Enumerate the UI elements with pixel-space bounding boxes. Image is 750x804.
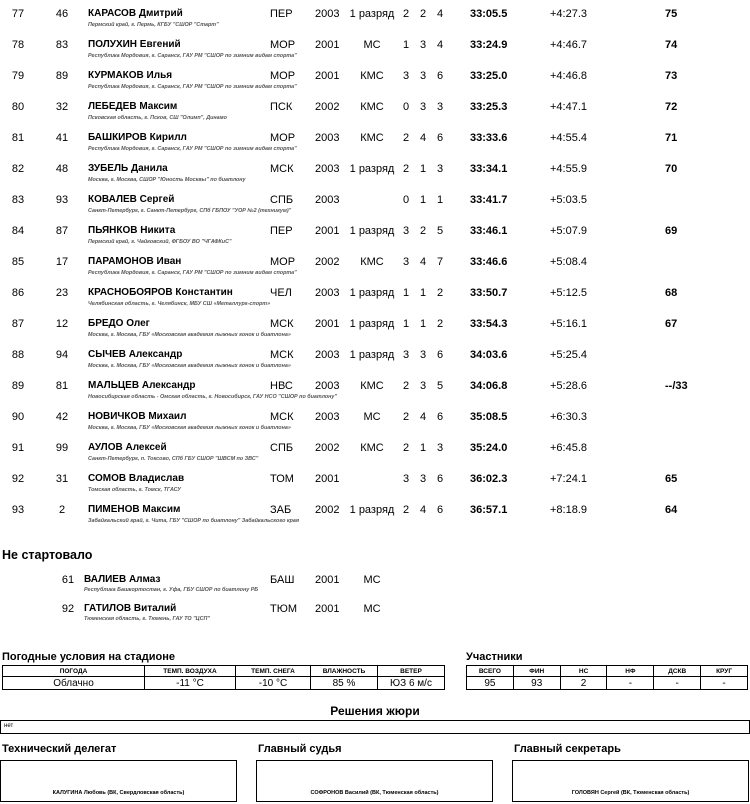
result-shooting-total: 2 <box>436 287 444 299</box>
result-team: Москва, г. Москва, ГБУ «Московская академия лыжных гонок и биатлона» <box>88 363 291 369</box>
result-rank: 1 разряд <box>349 163 395 175</box>
chief-secretary-label: Главный секретарь <box>514 743 621 755</box>
result-behind: +5:03.5 <box>550 194 588 206</box>
dns-list <box>0 566 750 624</box>
result-shooting-total: 2 <box>436 318 444 330</box>
result-points: 73 <box>665 70 678 82</box>
jury-text: нет <box>4 723 14 729</box>
participants-value-dsq: - <box>654 677 701 690</box>
result-behind: +5:12.5 <box>550 287 588 299</box>
dns-year: 2001 <box>315 603 340 615</box>
result-region: ПЕР <box>270 8 293 20</box>
result-row <box>0 62 750 93</box>
result-region: МОР <box>270 132 296 144</box>
result-region: МОР <box>270 70 296 82</box>
result-region: ПСК <box>270 101 293 113</box>
result-team: Москва, г. Москва, СШОР "Юность Москвы" по биатлону <box>88 177 246 183</box>
result-row <box>0 31 750 62</box>
result-bib: 46 <box>55 8 69 20</box>
result-year: 2003 <box>315 411 340 423</box>
result-shooting-total: 7 <box>436 256 444 268</box>
tech-delegate-box <box>0 760 237 802</box>
weather-header-air-temp: ТЕМП. ВОЗДУХА <box>145 666 236 677</box>
result-place: 90 <box>11 411 25 423</box>
result-rank: 1 разряд <box>349 287 395 299</box>
result-shooting-2: 1 <box>419 287 427 299</box>
dns-team: Тюменская область, г. Тюмень, ГАУ ТО "ЦСП" <box>84 616 210 622</box>
result-place: 88 <box>11 349 25 361</box>
result-row <box>0 0 750 31</box>
weather-table <box>2 665 445 690</box>
result-shooting-2: 2 <box>419 8 427 20</box>
result-shooting-total: 4 <box>436 39 444 51</box>
result-shooting-total: 3 <box>436 163 444 175</box>
result-behind: +6:30.3 <box>550 411 588 423</box>
result-place: 87 <box>11 318 25 330</box>
jury-box <box>0 720 750 734</box>
result-region: МСК <box>270 318 294 330</box>
result-name: ПИМЕНОВ Максим <box>88 504 181 515</box>
result-region: СПБ <box>270 442 294 454</box>
chief-secretary-box <box>512 760 749 802</box>
result-team: Санкт-Петербург, г. Санкт-Петербург, СПб ГБПОУ "УОР №2 (техникум)" <box>88 208 292 214</box>
chief-secretary-name: ГОЛОВЯН Сергей (ВК, Тюменская область) <box>571 790 690 796</box>
result-place: 92 <box>11 473 25 485</box>
weather-header-humidity: ВЛАЖНОСТЬ <box>311 666 378 677</box>
result-team: Республика Мордовия, г. Саранск, ГАУ РМ "СШОР по зимним видам спорта" <box>88 84 297 90</box>
result-year: 2001 <box>315 225 340 237</box>
result-bib: 12 <box>55 318 69 330</box>
result-bib: 17 <box>55 256 69 268</box>
result-points: 74 <box>665 39 678 51</box>
weather-title: Погодные условия на стадионе <box>2 651 176 663</box>
result-team: Пермский край, г. Чайковский, ФГБОУ ВО "ЧГАФКиС" <box>88 239 232 245</box>
participants-header-total: ВСЕГО <box>467 666 514 677</box>
result-bib: 93 <box>55 194 69 206</box>
result-name: ПОЛУХИН Евгений <box>88 39 181 50</box>
result-name: БАШКИРОВ Кирилл <box>88 132 187 143</box>
result-name: ЛЕБЕДЕВ Максим <box>88 101 178 112</box>
result-behind: +8:18.9 <box>550 504 588 516</box>
result-time: 36:02.3 <box>470 473 508 485</box>
result-points: 75 <box>665 8 678 20</box>
dns-bib: 92 <box>61 603 75 615</box>
result-shooting-2: 1 <box>419 163 427 175</box>
result-place: 78 <box>11 39 25 51</box>
result-shooting-2: 4 <box>419 504 427 516</box>
participants-header-dns: НС <box>560 666 607 677</box>
result-rank: КМС <box>360 256 384 268</box>
result-year: 2003 <box>315 287 340 299</box>
result-place: 85 <box>11 256 25 268</box>
result-name: ЗУБЕЛЬ Данила <box>88 163 168 174</box>
result-rank: 1 разряд <box>349 225 395 237</box>
jury-title: Решения жюри <box>330 704 420 718</box>
result-shooting-2: 3 <box>419 70 427 82</box>
result-year: 2003 <box>315 349 340 361</box>
result-points: 64 <box>665 504 678 516</box>
result-row <box>0 248 750 279</box>
result-time: 33:05.5 <box>470 8 508 20</box>
result-points: 67 <box>665 318 678 330</box>
result-shooting-1: 2 <box>402 163 410 175</box>
result-behind: +4:27.3 <box>550 8 588 20</box>
participants-header-lapped: КРУГ <box>701 666 748 677</box>
result-row <box>0 372 750 403</box>
result-rank: КМС <box>360 132 384 144</box>
result-name: КАРАСОВ Дмитрий <box>88 8 183 19</box>
result-shooting-1: 2 <box>402 504 410 516</box>
result-year: 2003 <box>315 132 340 144</box>
dns-rank: МС <box>363 574 381 586</box>
result-shooting-1: 1 <box>402 39 410 51</box>
result-time: 34:06.8 <box>470 380 508 392</box>
result-name: КУРМАКОВ Илья <box>88 70 173 81</box>
weather-value-snow-temp: -10 °C <box>236 677 311 690</box>
result-row <box>0 217 750 248</box>
result-place: 89 <box>11 380 25 392</box>
result-shooting-1: 3 <box>402 349 410 361</box>
result-shooting-1: 2 <box>402 132 410 144</box>
result-name: БРЕДО Олег <box>88 318 150 329</box>
result-time: 33:33.6 <box>470 132 508 144</box>
result-rank: 1 разряд <box>349 349 395 361</box>
result-shooting-total: 6 <box>436 70 444 82</box>
result-rank: КМС <box>360 442 384 454</box>
result-shooting-2: 1 <box>419 194 427 206</box>
result-rank: КМС <box>360 380 384 392</box>
weather-value-air-temp: -11 °C <box>145 677 236 690</box>
weather-value-wind: ЮЗ 6 м/с <box>378 677 445 690</box>
result-shooting-1: 0 <box>402 101 410 113</box>
participants-title: Участники <box>466 651 523 663</box>
dns-name: ГАТИЛОВ Виталий <box>84 603 177 614</box>
result-region: МОР <box>270 39 296 51</box>
result-row <box>0 341 750 372</box>
result-row <box>0 155 750 186</box>
result-place: 79 <box>11 70 25 82</box>
result-shooting-1: 1 <box>402 318 410 330</box>
result-shooting-total: 6 <box>436 132 444 144</box>
result-time: 33:24.9 <box>470 39 508 51</box>
result-shooting-total: 3 <box>436 442 444 454</box>
result-place: 86 <box>11 287 25 299</box>
result-region: НВС <box>270 380 293 392</box>
result-year: 2002 <box>315 504 340 516</box>
result-year: 2003 <box>315 8 340 20</box>
result-bib: 32 <box>55 101 69 113</box>
result-shooting-2: 3 <box>419 101 427 113</box>
participants-header-dsq: ДСКВ <box>654 666 701 677</box>
result-points: 70 <box>665 163 678 175</box>
result-time: 33:54.3 <box>470 318 508 330</box>
result-name: МАЛЬЦЕВ Александр <box>88 380 196 391</box>
result-shooting-2: 2 <box>419 225 427 237</box>
result-bib: 94 <box>55 349 69 361</box>
result-name: СОМОВ Владислав <box>88 473 185 484</box>
result-shooting-2: 4 <box>419 256 427 268</box>
dns-title: Не стартовало <box>2 548 93 562</box>
result-bib: 48 <box>55 163 69 175</box>
result-points: 71 <box>665 132 678 144</box>
result-place: 77 <box>11 8 25 20</box>
result-region: ТОМ <box>270 473 294 485</box>
chief-judge-name: СОФРОНОВ Василий (ВК, Тюменская область) <box>310 790 439 796</box>
result-region: МСК <box>270 411 294 423</box>
result-shooting-total: 6 <box>436 411 444 423</box>
result-place: 82 <box>11 163 25 175</box>
result-points: 65 <box>665 473 678 485</box>
result-time: 33:34.1 <box>470 163 508 175</box>
participants-header-finished: ФИН <box>513 666 560 677</box>
result-name: СЫЧЕВ Александр <box>88 349 183 360</box>
result-region: МОР <box>270 256 296 268</box>
result-bib: 81 <box>55 380 69 392</box>
result-shooting-total: 6 <box>436 473 444 485</box>
result-time: 33:25.3 <box>470 101 508 113</box>
result-name: КОВАЛЕВ Сергей <box>88 194 175 205</box>
result-time: 33:46.6 <box>470 256 508 268</box>
result-row <box>0 279 750 310</box>
result-rank: 1 разряд <box>349 8 395 20</box>
result-behind: +5:28.6 <box>550 380 588 392</box>
result-year: 2002 <box>315 442 340 454</box>
result-shooting-1: 3 <box>402 70 410 82</box>
result-behind: +4:55.4 <box>550 132 588 144</box>
result-bib: 2 <box>58 504 66 516</box>
result-time: 35:08.5 <box>470 411 508 423</box>
result-region: МСК <box>270 163 294 175</box>
weather-header-snow-temp: ТЕМП. СНЕГА <box>236 666 311 677</box>
dns-name: ВАЛИЕВ Алмаз <box>84 574 161 585</box>
result-points: 68 <box>665 287 678 299</box>
result-region: ЗАБ <box>270 504 292 516</box>
result-behind: +7:24.1 <box>550 473 588 485</box>
result-place: 91 <box>11 442 25 454</box>
result-behind: +4:47.1 <box>550 101 588 113</box>
weather-value-weather: Облачно <box>3 677 145 690</box>
result-rank: МС <box>363 411 381 423</box>
tech-delegate-label: Технический делегат <box>2 743 117 755</box>
result-behind: +4:46.7 <box>550 39 588 51</box>
result-shooting-total: 5 <box>436 380 444 392</box>
dns-row <box>0 595 750 624</box>
result-bib: 23 <box>55 287 69 299</box>
tech-delegate-name: КАЛУГИНА Любовь (ВК, Свердловская область) <box>52 790 185 796</box>
participants-value-dns: 2 <box>560 677 607 690</box>
result-shooting-2: 3 <box>419 349 427 361</box>
result-place: 83 <box>11 194 25 206</box>
dns-region: БАШ <box>270 574 295 586</box>
result-shooting-1: 2 <box>402 442 410 454</box>
participants-header-dnf: НФ <box>607 666 654 677</box>
result-behind: +6:45.8 <box>550 442 588 454</box>
result-bib: 42 <box>55 411 69 423</box>
result-team: Санкт-Петербург, п. Токсово, СПб ГБУ СШОР "ШВСМ по ЗВС" <box>88 456 259 462</box>
chief-judge-label: Главный судья <box>258 743 342 755</box>
result-shooting-total: 5 <box>436 225 444 237</box>
result-name: КРАСНОБОЯРОВ Константин <box>88 287 233 298</box>
weather-value-humidity: 85 % <box>311 677 378 690</box>
result-shooting-1: 2 <box>402 411 410 423</box>
result-row <box>0 124 750 155</box>
result-rank: КМС <box>360 70 384 82</box>
result-bib: 41 <box>55 132 69 144</box>
dns-bib: 61 <box>61 574 75 586</box>
result-region: МСК <box>270 349 294 361</box>
weather-header-weather: ПОГОДА <box>3 666 145 677</box>
dns-team: Республика Башкортостан, г. Уфа, ГБУ СШОР по биатлону РБ <box>84 587 259 593</box>
result-team: Москва, г. Москва, ГБУ «Московская академия лыжных гонок и биатлона» <box>88 425 291 431</box>
participants-value-lapped: - <box>701 677 748 690</box>
result-behind: +5:08.4 <box>550 256 588 268</box>
result-row <box>0 434 750 465</box>
result-name: НОВИЧКОВ Михаил <box>88 411 187 422</box>
result-name: АУЛОВ Алексей <box>88 442 167 453</box>
result-team: Забайкальский край, г. Чита, ГБУ "СШОР по биатлону" Забайкальского края <box>88 518 300 524</box>
result-row <box>0 496 750 527</box>
result-place: 84 <box>11 225 25 237</box>
result-bib: 87 <box>55 225 69 237</box>
dns-region: ТЮМ <box>270 603 297 615</box>
result-shooting-1: 1 <box>402 287 410 299</box>
result-time: 35:24.0 <box>470 442 508 454</box>
result-shooting-total: 4 <box>436 8 444 20</box>
result-bib: 31 <box>55 473 69 485</box>
result-team: Томская область, г. Томск, ТГАСУ <box>88 487 181 493</box>
result-row <box>0 186 750 217</box>
result-shooting-total: 3 <box>436 101 444 113</box>
result-shooting-1: 2 <box>402 8 410 20</box>
result-shooting-2: 3 <box>419 39 427 51</box>
result-year: 2003 <box>315 194 340 206</box>
result-year: 2002 <box>315 256 340 268</box>
result-behind: +5:25.4 <box>550 349 588 361</box>
result-bib: 89 <box>55 70 69 82</box>
result-shooting-1: 3 <box>402 473 410 485</box>
result-row <box>0 465 750 496</box>
result-name: ПЬЯНКОВ Никита <box>88 225 176 236</box>
result-row <box>0 93 750 124</box>
result-year: 2001 <box>315 473 340 485</box>
result-shooting-2: 1 <box>419 442 427 454</box>
result-shooting-2: 3 <box>419 473 427 485</box>
result-time: 33:50.7 <box>470 287 508 299</box>
result-place: 93 <box>11 504 25 516</box>
participants-value-finished: 93 <box>513 677 560 690</box>
result-rank: КМС <box>360 101 384 113</box>
result-shooting-2: 4 <box>419 411 427 423</box>
result-team: Республика Мордовия, г. Саранск, ГАУ РМ "СШОР по зимним видам спорта" <box>88 270 297 276</box>
result-shooting-total: 6 <box>436 349 444 361</box>
result-time: 33:25.0 <box>470 70 508 82</box>
result-time: 34:03.6 <box>470 349 508 361</box>
result-year: 2001 <box>315 39 340 51</box>
participants-table <box>466 665 748 690</box>
result-behind: +5:07.9 <box>550 225 588 237</box>
result-rank: 1 разряд <box>349 504 395 516</box>
result-team: Республика Мордовия, г. Саранск, ГАУ РМ "СШОР по зимним видам спорта" <box>88 146 297 152</box>
result-shooting-2: 3 <box>419 380 427 392</box>
result-year: 2003 <box>315 163 340 175</box>
result-behind: +4:55.9 <box>550 163 588 175</box>
result-behind: +5:16.1 <box>550 318 588 330</box>
result-shooting-1: 3 <box>402 225 410 237</box>
result-region: СПБ <box>270 194 294 206</box>
result-rank: 1 разряд <box>349 318 395 330</box>
result-shooting-1: 0 <box>402 194 410 206</box>
result-time: 33:41.7 <box>470 194 508 206</box>
result-shooting-total: 6 <box>436 504 444 516</box>
result-team: Псковская область, г. Псков, СШ "Олимп", Динамо <box>88 115 227 121</box>
result-year: 2003 <box>315 380 340 392</box>
dns-rank: МС <box>363 603 381 615</box>
result-points: --/33 <box>665 380 688 392</box>
result-shooting-2: 1 <box>419 318 427 330</box>
result-team: Челябинская область, г. Челябинск, МБУ СШ «Металлург-спорт» <box>88 301 271 307</box>
result-points: 72 <box>665 101 678 113</box>
result-team: Новосибирская область - Омская область, г. Новосибирск, ГАУ НСО "СШОР по биатлону" <box>88 394 337 400</box>
result-shooting-total: 1 <box>436 194 444 206</box>
result-row <box>0 403 750 434</box>
result-shooting-1: 3 <box>402 256 410 268</box>
result-bib: 99 <box>55 442 69 454</box>
result-row <box>0 310 750 341</box>
result-team: Москва, г. Москва, ГБУ «Московская академия лыжных гонок и биатлона» <box>88 332 291 338</box>
result-shooting-2: 4 <box>419 132 427 144</box>
participants-value-dnf: - <box>607 677 654 690</box>
result-place: 80 <box>11 101 25 113</box>
participants-value-total: 95 <box>467 677 514 690</box>
result-shooting-1: 2 <box>402 380 410 392</box>
chief-judge-box <box>256 760 493 802</box>
result-time: 33:46.1 <box>470 225 508 237</box>
result-year: 2001 <box>315 70 340 82</box>
result-behind: +4:46.8 <box>550 70 588 82</box>
result-region: ПЕР <box>270 225 293 237</box>
result-bib: 83 <box>55 39 69 51</box>
result-place: 81 <box>11 132 25 144</box>
result-region: ЧЕЛ <box>270 287 292 299</box>
dns-year: 2001 <box>315 574 340 586</box>
result-rank: МС <box>363 39 381 51</box>
result-year: 2002 <box>315 101 340 113</box>
weather-header-wind: ВЕТЕР <box>378 666 445 677</box>
result-team: Пермский край, г. Пермь, КГБУ "СШОР "Старт" <box>88 22 219 28</box>
result-points: 69 <box>665 225 678 237</box>
result-time: 36:57.1 <box>470 504 508 516</box>
result-name: ПАРАМОНОВ Иван <box>88 256 182 267</box>
dns-row <box>0 566 750 595</box>
result-year: 2001 <box>315 318 340 330</box>
result-team: Республика Мордовия, г. Саранск, ГАУ РМ "СШОР по зимним видам спорта" <box>88 53 297 59</box>
